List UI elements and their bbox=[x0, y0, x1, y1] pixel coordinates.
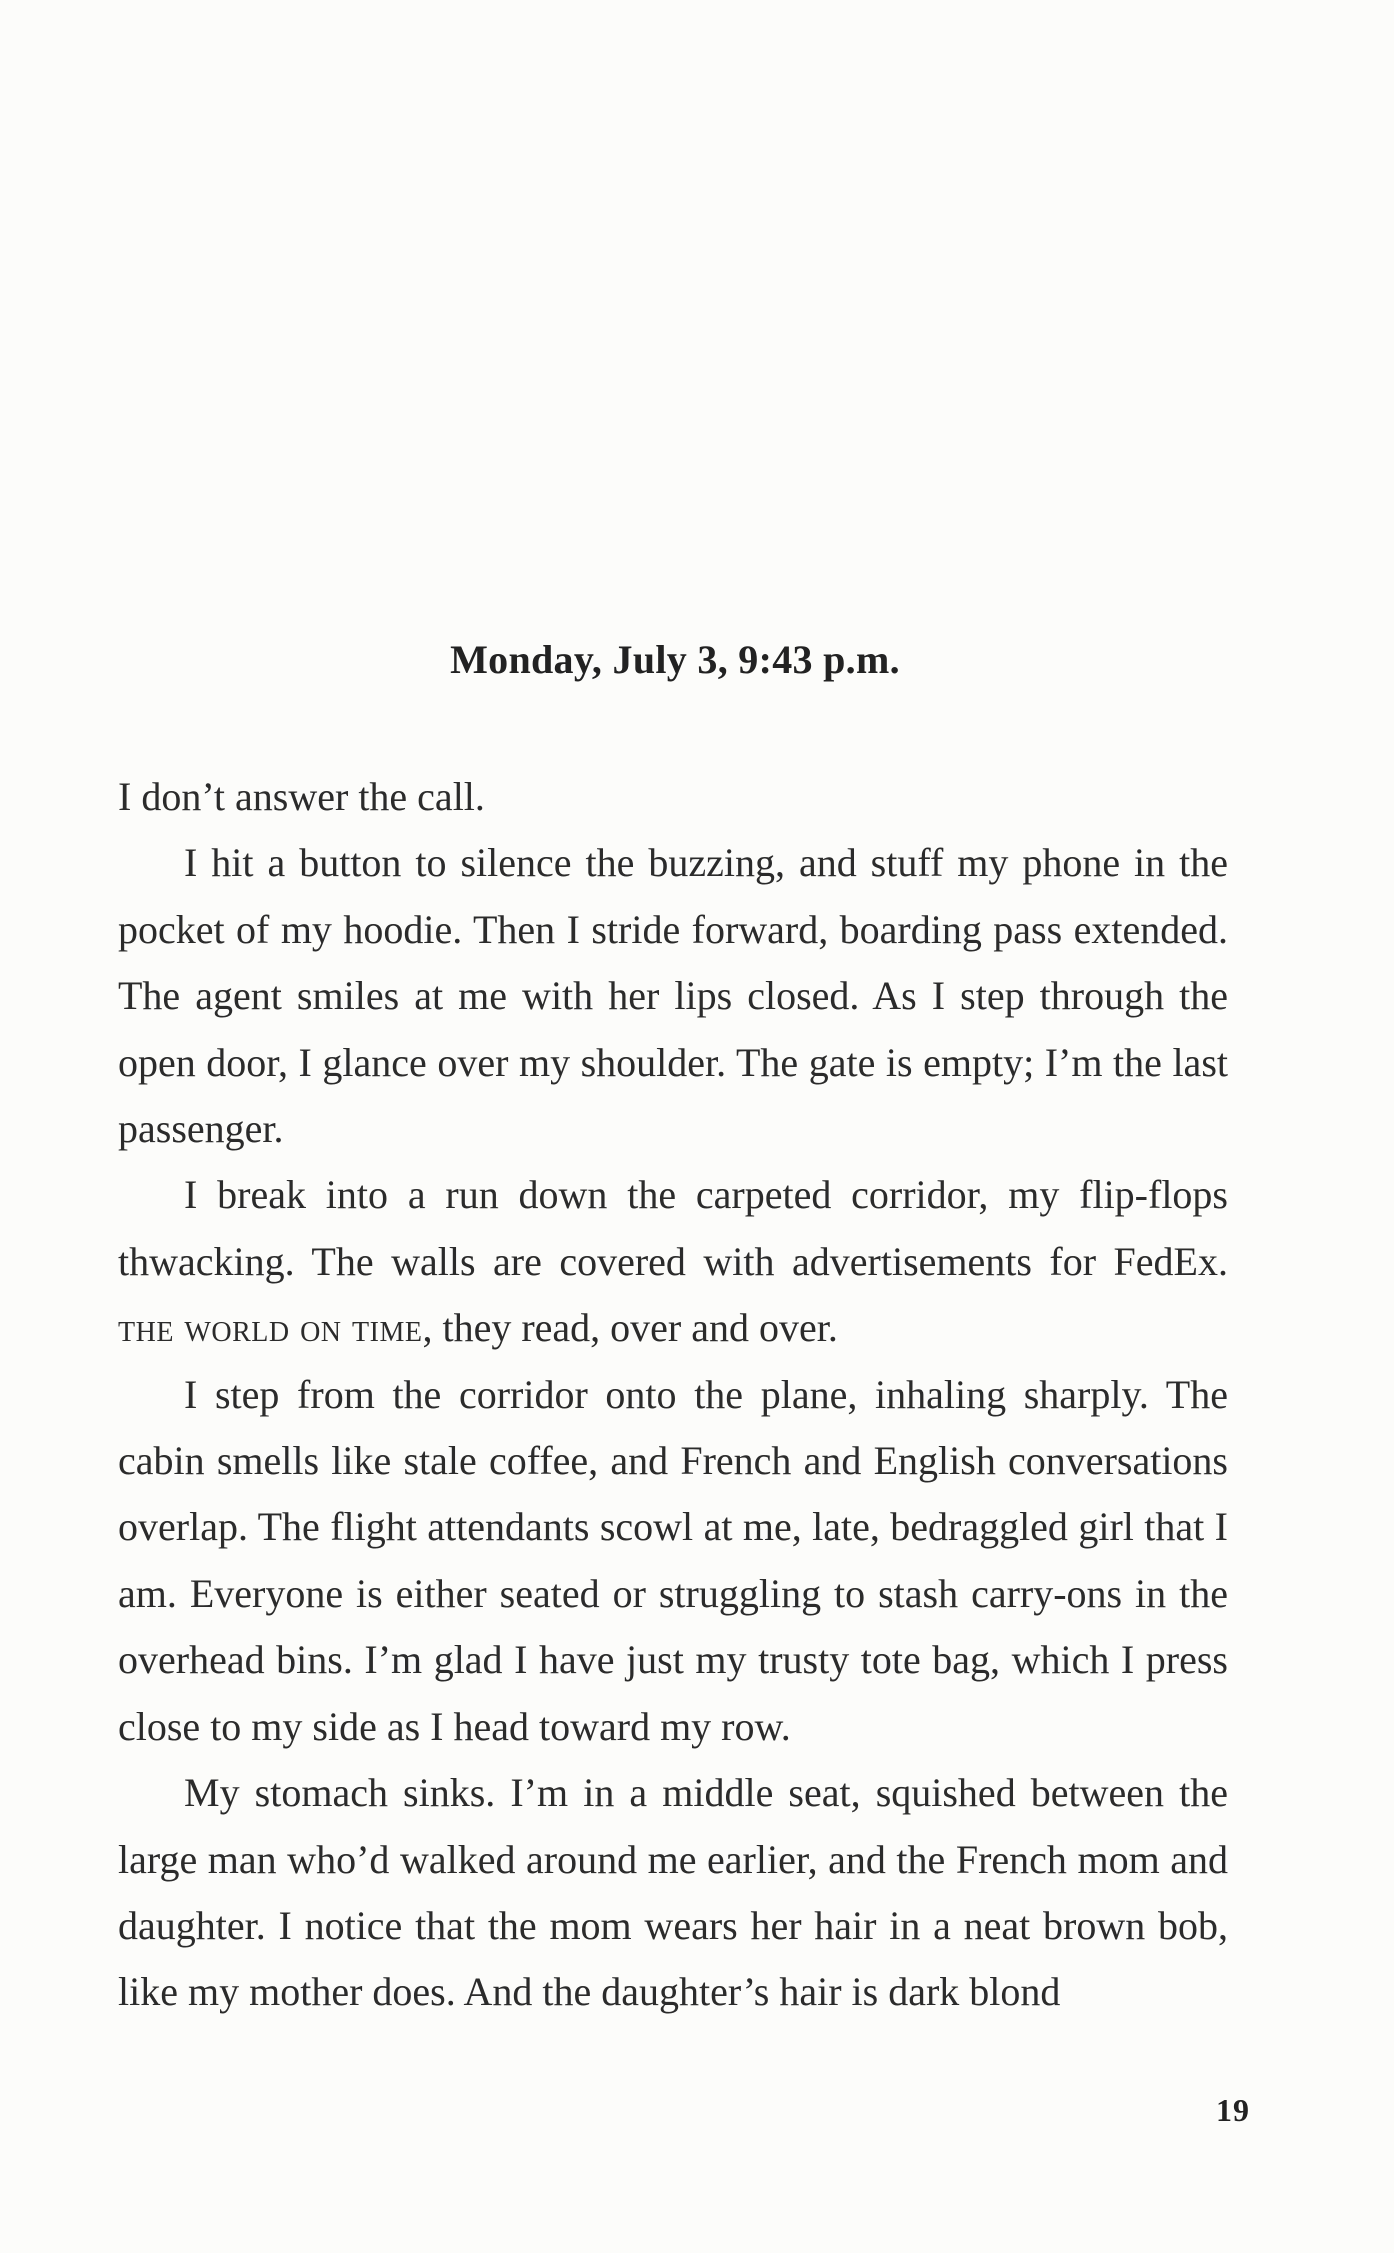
paragraph-1: I don’t answer the call. bbox=[118, 774, 485, 819]
paragraph-3-end: , they read, over and over. bbox=[422, 1305, 838, 1351]
paragraph-2: I hit a button to silence the buzzing, and stuff my phone in the pocket of my hoodie. Then I stride forward, boarding pass extended. The agent smiles at me with her lips closed. As I step through the open door, I glance over my shoulder. The gate is empty; I’m the last passenger. bbox=[118, 840, 1228, 1152]
chapter-heading: Monday, July 3, 9:43 p.m. bbox=[450, 637, 900, 682]
paragraph-5: My stomach sinks. I’m in a middle seat, squished between the large man who’d walked around me earlier, and the French mom and daughter. I notice that the mom wears her hair in a neat brown bob, like my mother does. And the daughter’s hair is dark blond bbox=[118, 1770, 1228, 2015]
paragraph-3 bbox=[118, 1162, 1228, 1361]
body-text bbox=[118, 764, 1228, 2026]
paragraph-3-start: I break into a run down the carpeted corridor, my flip-flops thwacking. The walls are covered with advertisements for FedEx. bbox=[118, 1172, 1228, 1284]
paragraph-4: I step from the corridor onto the plane, inhaling sharply. The cabin smells like stale coffee, and French and English conversations overlap. The flight attendants scowl at me, late, bedraggled girl that I am. Everyone is either seated or struggling to stash carry-ons in the overhead bins. I’m glad I have just my trusty tote bag, which I press close to my side as I head toward my row. bbox=[118, 1371, 1228, 1749]
page-number: 19 bbox=[1216, 2092, 1250, 2128]
advertisement-slogan: the world on time bbox=[118, 1305, 423, 1351]
